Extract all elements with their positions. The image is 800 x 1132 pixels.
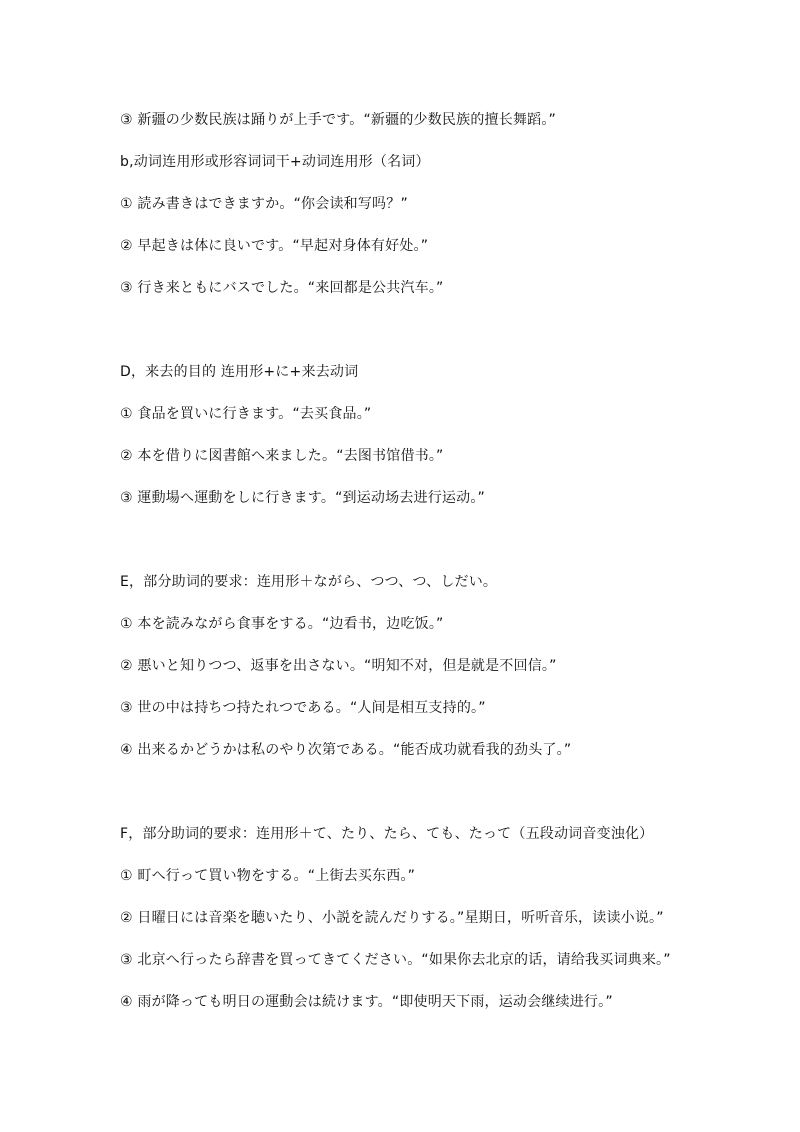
- section-e-item-3: ③ 世の中は持ちつ持たれつである。“人间是相互支持的。”: [120, 700, 486, 716]
- section-d-item-1: ① 食品を買いに行きます。“去买食品。”: [120, 406, 372, 422]
- section-f-item-4: ④ 雨が降っても明日の運動会は続けます。“即使明天下雨，运动会继续进行。”: [120, 994, 613, 1010]
- section-e-item-1: ① 本を読みながら食事をする。“边看书，边吃饭。”: [120, 616, 444, 632]
- section-d-item-3: ③ 運動場へ運動をしに行きます。“到运动场去进行运动。”: [120, 490, 485, 506]
- section-f-item-3: ③ 北京へ行ったら辞書を買ってきてください。“如果你去北京的话，请给我买词典来。”: [120, 952, 671, 968]
- section-b-item-1: ① 読み書きはできますか。“你会读和写吗？”: [120, 196, 408, 212]
- section-f-item-1: ① 町へ行って買い物をする。“上街去买东西。”: [120, 868, 416, 884]
- section-d-heading: D，来去的目的 连用形+に+来去动词: [120, 364, 359, 380]
- section-e-heading: E，部分助词的要求：连用形＋ながら、つつ、つ、しだい。: [120, 574, 498, 590]
- section-b-item-3: ③ 行き来ともにバスでした。“来回都是公共汽车。”: [120, 280, 444, 296]
- section-e-item-2: ② 悪いと知りつつ、返事を出さない。“明知不对，但是就是不回信。”: [120, 658, 557, 674]
- section-b-item-2: ② 早起きは体に良いです。“早起对身体有好处。”: [120, 238, 429, 254]
- section-d-item-2: ② 本を借りに図書館へ来ました。“去图书馆借书。”: [120, 448, 444, 464]
- section-b-heading: b,动词连用形或形容词词干+动词连用形（名词）: [120, 154, 430, 170]
- section-c-item-3: ③ 新疆の少数民族は踊りが上手です。“新疆的少数民族的擅长舞蹈。”: [120, 112, 556, 128]
- section-f-item-2: ② 日曜日には音楽を聴いたり、小説を読んだりする。”星期日，听听音乐，读读小说。”: [120, 910, 664, 926]
- section-e-item-4: ④ 出来るかどうかは私のやり次第である。“能否成功就看我的劲头了。”: [120, 742, 572, 758]
- section-f-heading: F，部分助词的要求：连用形＋て、たり、たら、ても、たって（五段动词音变浊化）: [120, 826, 654, 842]
